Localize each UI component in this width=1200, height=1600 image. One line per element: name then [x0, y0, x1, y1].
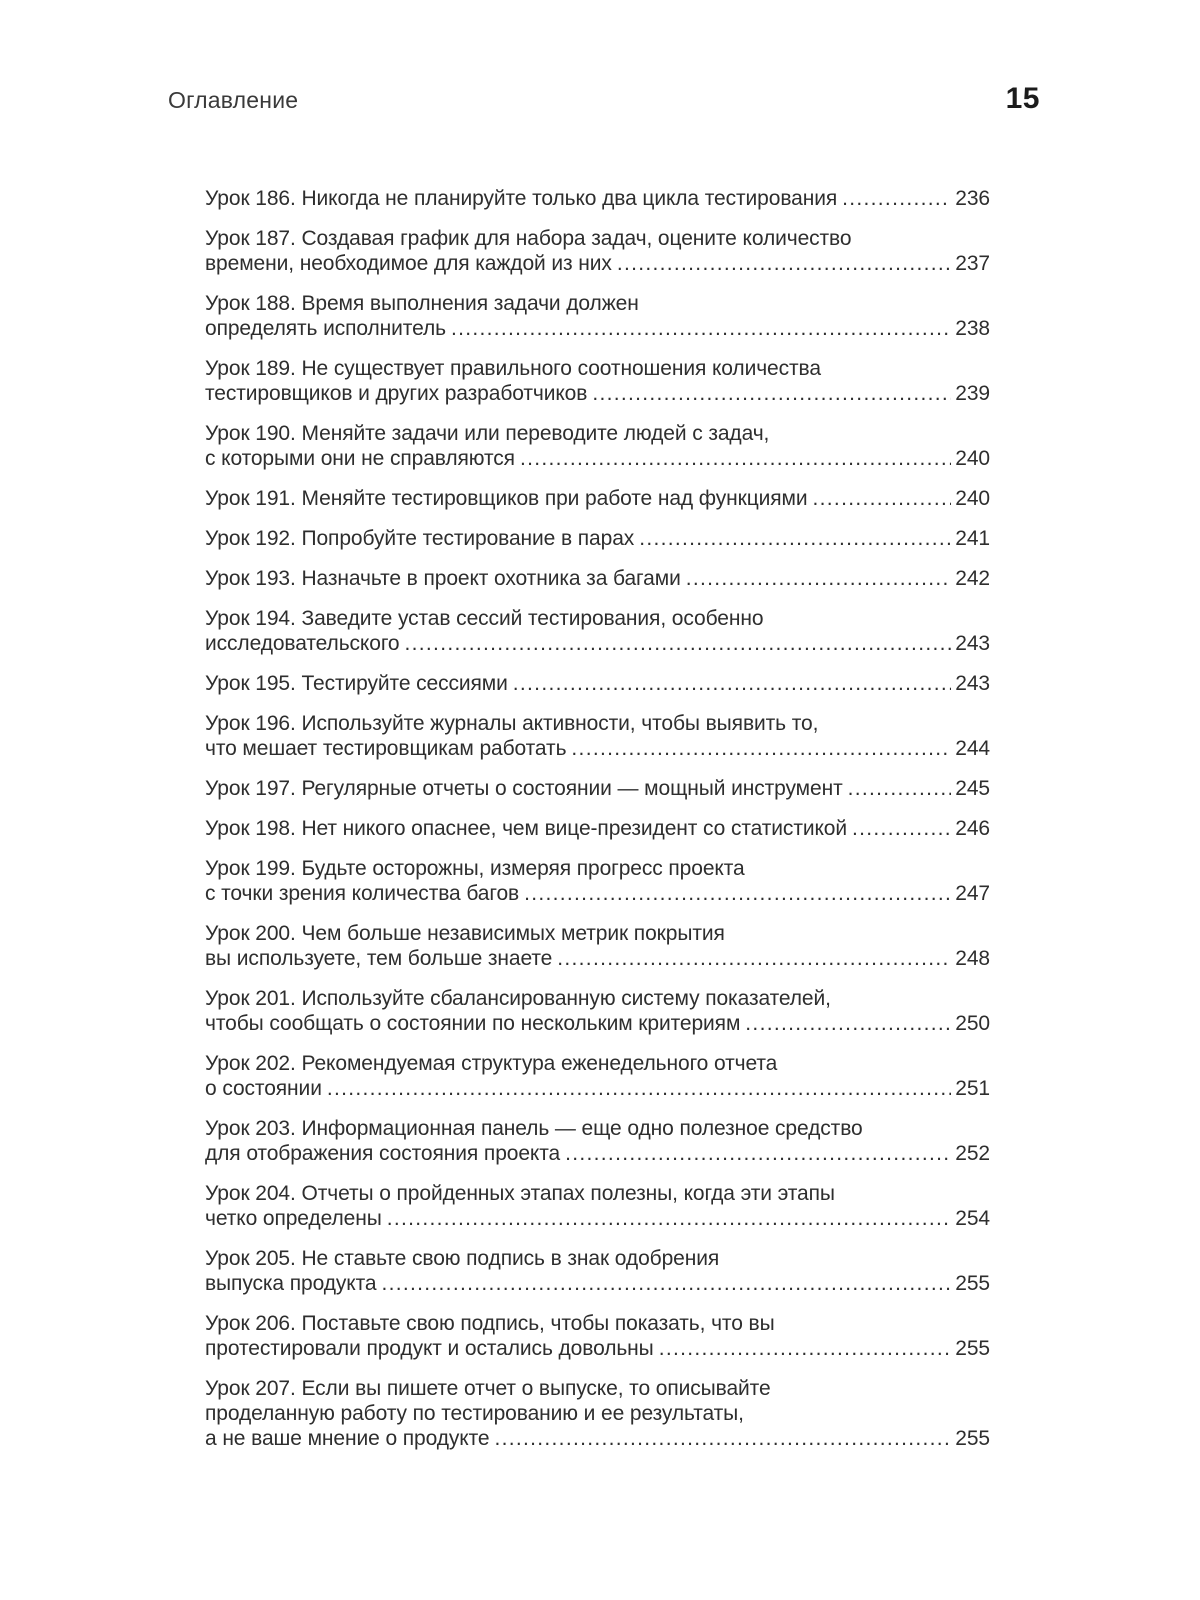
- dot-leader: [557, 946, 951, 971]
- toc-entry-last-line: [205, 446, 990, 471]
- toc-entry-last-line: [205, 486, 990, 511]
- toc-entry-text: тестировщиков и других разработчиков: [205, 382, 588, 405]
- page-number-folio: 15: [1005, 82, 1040, 115]
- toc-entry-text: о состоянии: [205, 1077, 322, 1100]
- toc-entry-text: что мешает тестировщикам работать: [205, 737, 567, 760]
- toc-entry-text: чтобы сообщать о состоянии по нескольким критериям: [205, 1012, 741, 1035]
- toc-page-number: 240: [955, 447, 990, 470]
- toc-entry: [205, 356, 990, 406]
- toc-entry-last-line: [205, 1336, 990, 1361]
- toc-entry-line: Урок 187. Создавая график для набора задач, оцените количество: [205, 227, 852, 250]
- toc-entry-text: с точки зрения количества багов: [205, 882, 520, 905]
- toc-entry-text: Урок 186. Никогда не планируйте только два цикла тестирования: [205, 187, 838, 210]
- toc-entry: [205, 856, 990, 906]
- toc-entry: [205, 1051, 990, 1101]
- toc-entry-text: Урок 195. Тестируйте сессиями: [205, 672, 508, 695]
- toc-entry-text: Урок 191. Меняйте тестировщиков при работе над функциями: [205, 487, 808, 510]
- toc-entry-line: Урок 190. Меняйте задачи или переводите людей с задач,: [205, 422, 770, 445]
- toc-entry-last-line: [205, 1076, 990, 1101]
- toc-page-number: 254: [955, 1207, 990, 1230]
- dot-leader: [617, 251, 951, 276]
- toc-entry: [205, 186, 990, 211]
- dot-leader: [813, 486, 952, 511]
- toc-page-number: 251: [955, 1077, 990, 1100]
- toc-entry-line: Урок 203. Информационная панель — еще одно полезное средство: [205, 1117, 863, 1140]
- toc-entry: [205, 711, 990, 761]
- dot-leader: [513, 671, 951, 696]
- toc-entry-text: Урок 197. Регулярные отчеты о состоянии — мощный инструмент: [205, 777, 843, 800]
- toc-page-number: 243: [955, 632, 990, 655]
- toc-entry: [205, 606, 990, 656]
- toc-entry-line: Урок 204. Отчеты о пройденных этапах полезны, когда эти этапы: [205, 1182, 835, 1205]
- toc-entry: [205, 486, 990, 511]
- toc-entry-last-line: [205, 566, 990, 591]
- toc-page-number: 244: [955, 737, 990, 760]
- dot-leader: [686, 566, 952, 591]
- toc-entry-last-line: [205, 526, 990, 551]
- toc-entry-text: для отображения состояния проекта: [205, 1142, 561, 1165]
- toc-page-number: 241: [955, 527, 990, 550]
- toc-entry: [205, 566, 990, 591]
- toc-entry-text: выпуска продукта: [205, 1272, 377, 1295]
- page-header: [168, 82, 1040, 116]
- dot-leader: [494, 1426, 951, 1451]
- dot-leader: [639, 526, 951, 551]
- toc-entry-last-line: [205, 1426, 990, 1451]
- toc-entry-last-line: [205, 671, 990, 696]
- dot-leader: [745, 1011, 951, 1036]
- dot-leader: [451, 316, 951, 341]
- toc-entry: [205, 776, 990, 801]
- toc-page-number: 248: [955, 947, 990, 970]
- toc-entry: [205, 291, 990, 341]
- toc-page-number: 237: [955, 252, 990, 275]
- dot-leader: [571, 736, 951, 761]
- toc-entry-last-line: [205, 631, 990, 656]
- toc-entry: [205, 921, 990, 971]
- toc-entry-last-line: [205, 1011, 990, 1036]
- dot-leader: [592, 381, 951, 406]
- toc-page-number: 246: [955, 817, 990, 840]
- toc-entry-line: Урок 202. Рекомендуемая структура еженедельного отчета: [205, 1052, 778, 1075]
- dot-leader: [387, 1206, 952, 1231]
- toc-page-number: 252: [955, 1142, 990, 1165]
- toc-entry-last-line: [205, 881, 990, 906]
- dot-leader: [520, 446, 951, 471]
- toc-entry: [205, 526, 990, 551]
- toc-page-number: 242: [955, 567, 990, 590]
- toc-entry-line: Урок 200. Чем больше независимых метрик покрытия: [205, 922, 725, 945]
- dot-leader: [842, 186, 951, 211]
- toc-entry-text: исследовательского: [205, 632, 400, 655]
- toc-entry-last-line: [205, 1141, 990, 1166]
- toc-page-number: 255: [955, 1272, 990, 1295]
- dot-leader: [659, 1336, 952, 1361]
- toc-entry-last-line: [205, 381, 990, 406]
- toc-page-number: 239: [955, 382, 990, 405]
- running-head: Оглавление: [168, 87, 299, 113]
- toc-page-number: 250: [955, 1012, 990, 1035]
- toc-entry-text: времени, необходимое для каждой из них: [205, 252, 612, 275]
- toc-entry-last-line: [205, 1206, 990, 1231]
- dot-leader: [405, 631, 952, 656]
- toc-entry-last-line: [205, 186, 990, 211]
- toc-entry: [205, 1311, 990, 1361]
- toc-entry-text: определять исполнитель: [205, 317, 446, 340]
- toc-entry-line: Урок 199. Будьте осторожны, измеряя прогресс проекта: [205, 857, 745, 880]
- toc-page-number: 238: [955, 317, 990, 340]
- toc-entry: [205, 421, 990, 471]
- toc-entry-line: Урок 207. Если вы пишете отчет о выпуске, то описывайте: [205, 1377, 771, 1400]
- toc-page-number: 247: [955, 882, 990, 905]
- dot-leader: [565, 1141, 951, 1166]
- toc-entry-line: Урок 194. Заведите устав сессий тестирования, особенно: [205, 607, 764, 630]
- toc-entry-line: Урок 196. Используйте журналы активности, чтобы выявить то,: [205, 712, 819, 735]
- toc-page-number: 245: [955, 777, 990, 800]
- toc-entry: [205, 1376, 990, 1451]
- toc-entry-last-line: [205, 946, 990, 971]
- toc-entry: [205, 671, 990, 696]
- toc-entry: [205, 1116, 990, 1166]
- toc-entry-text: Урок 193. Назначьте в проект охотника за багами: [205, 567, 681, 590]
- toc-entry-text: с которыми они не справляются: [205, 447, 515, 470]
- toc-entry-last-line: [205, 776, 990, 801]
- toc-entry: [205, 1181, 990, 1231]
- toc-page-number: 243: [955, 672, 990, 695]
- toc-entry-line: Урок 206. Поставьте свою подпись, чтобы показать, что вы: [205, 1312, 775, 1335]
- toc-entry: [205, 816, 990, 841]
- table-of-contents: [205, 186, 990, 1466]
- dot-leader: [852, 816, 951, 841]
- toc-entry: [205, 1246, 990, 1296]
- dot-leader: [327, 1076, 951, 1101]
- toc-entry-line: проделанную работу по тестированию и ее результаты,: [205, 1402, 744, 1425]
- toc-entry-line: Урок 188. Время выполнения задачи должен: [205, 292, 639, 315]
- toc-entry-line: Урок 201. Используйте сбалансированную систему показателей,: [205, 987, 831, 1010]
- toc-entry-last-line: [205, 316, 990, 341]
- toc-entry: [205, 986, 990, 1036]
- toc-entry-text: Урок 198. Нет никого опаснее, чем вице-президент со статистикой: [205, 817, 848, 840]
- toc-entry-text: четко определены: [205, 1207, 382, 1230]
- toc-entry-last-line: [205, 251, 990, 276]
- toc-entry: [205, 226, 990, 276]
- toc-entry-text: Урок 192. Попробуйте тестирование в парах: [205, 527, 635, 550]
- toc-entry-last-line: [205, 736, 990, 761]
- dot-leader: [381, 1271, 951, 1296]
- toc-entry-line: Урок 189. Не существует правильного соотношения количества: [205, 357, 821, 380]
- toc-page-number: 240: [955, 487, 990, 510]
- toc-entry-last-line: [205, 1271, 990, 1296]
- toc-page-number: 255: [955, 1337, 990, 1360]
- toc-page-number: 255: [955, 1427, 990, 1450]
- toc-entry-line: Урок 205. Не ставьте свою подпись в знак одобрения: [205, 1247, 720, 1270]
- toc-entry-text: вы используете, тем больше знаете: [205, 947, 553, 970]
- dot-leader: [848, 776, 952, 801]
- dot-leader: [524, 881, 951, 906]
- toc-entry-text: протестировали продукт и остались довольны: [205, 1337, 654, 1360]
- toc-entry-last-line: [205, 816, 990, 841]
- toc-entry-text: а не ваше мнение о продукте: [205, 1427, 490, 1450]
- toc-page-number: 236: [955, 187, 990, 210]
